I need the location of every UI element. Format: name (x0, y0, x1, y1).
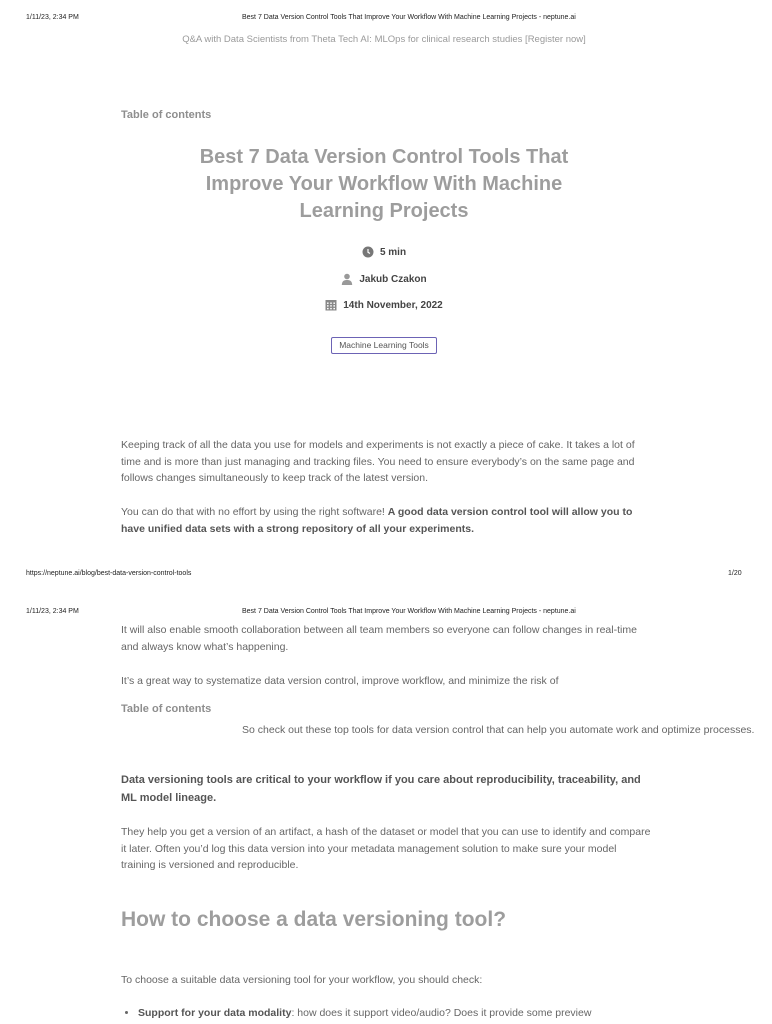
read-time-value: 5 min (379, 246, 407, 258)
table-of-contents-toggle[interactable]: Table of contents (121, 109, 212, 121)
software-paragraph (121, 504, 651, 537)
checklist-intro: To choose a suitable data versioning tool for your workflow, you should check: (121, 974, 483, 986)
user-icon (341, 273, 353, 285)
publish-date-value: 14th November, 2022 (343, 299, 443, 311)
print-footer-url: https://neptune.ai/blog/best-data-version-control-tools (26, 570, 192, 577)
calendar-icon (325, 299, 337, 311)
intro-paragraph: Keeping track of all the data you use for models and experiments is not exactly a piece of cake. It takes a lot of time and is more than just managing and tracking files. You need to ensure everybody’s on the same page and follows changes simultaneously to keep track of the latest version. (121, 439, 635, 484)
promo-banner-link[interactable]: Q&A with Data Scientists from Theta Tech AI: MLOps for clinical research studies [Register now] (182, 34, 586, 45)
criteria-list (121, 1005, 668, 1022)
clipped-paragraph-wrap (121, 724, 755, 755)
author (0, 273, 768, 285)
print-doc-title: Best 7 Data Version Control Tools That Improve Your Workflow With Machine Learning Projects - neptune.ai (242, 14, 576, 21)
publish-date (0, 299, 768, 311)
criteria-term: Support for your data modality (138, 1007, 292, 1019)
section-heading: How to choose a data versioning tool? (121, 908, 507, 931)
critical-paragraph (121, 772, 651, 807)
collaboration-paragraph: It will also enable smooth collaboration between all team members so everyone can follow changes in real-time and always know what’s happening. (121, 624, 637, 653)
systematize-paragraph: It’s a great way to systematize data version control, improve workflow, and minimize the risk of (121, 675, 559, 687)
criteria-desc: : how does it support video/audio? Does it provide some preview (291, 1007, 592, 1019)
print-datetime: 1/11/23, 2:34 PM (26, 14, 79, 21)
print-footer-page: 1/20 (728, 570, 742, 577)
article-title: Best 7 Data Version Control Tools That Improve Your Workflow With Machine Learning Projects (199, 146, 569, 222)
software-paragraph-emphasis: A good data version control tool will allow you to have unified data sets with a strong repository of all your experiments. (121, 506, 633, 535)
read-time (0, 246, 768, 258)
author-name[interactable]: Jakub Czakon (359, 273, 427, 285)
tools-paragraph: So check out these top tools for data version control that can help you automate work and optimize processes. (242, 724, 755, 736)
critical-paragraph-emphasis: Data versioning tools are critical to your workflow if you care about reproducibility, traceability, and ML model lineage. (121, 774, 641, 804)
list-item (138, 1005, 668, 1022)
clock-icon (362, 246, 374, 258)
software-paragraph-text: You can do that with no effort by using the right software! (121, 506, 388, 518)
print-datetime-page2: 1/11/23, 2:34 PM (26, 608, 79, 615)
category-tag[interactable]: Machine Learning Tools (331, 337, 437, 354)
table-of-contents-sticky[interactable]: Table of contents (121, 703, 212, 715)
print-doc-title-page2: Best 7 Data Version Control Tools That Improve Your Workflow With Machine Learning Projects - neptune.ai (242, 608, 576, 615)
artifact-paragraph: They help you get a version of an artifact, a hash of the dataset or model that you can use to identify and compare it later. Often you’d log this data version into your metadata management solution to make sure your model training is versioned and reproducible. (121, 826, 651, 871)
